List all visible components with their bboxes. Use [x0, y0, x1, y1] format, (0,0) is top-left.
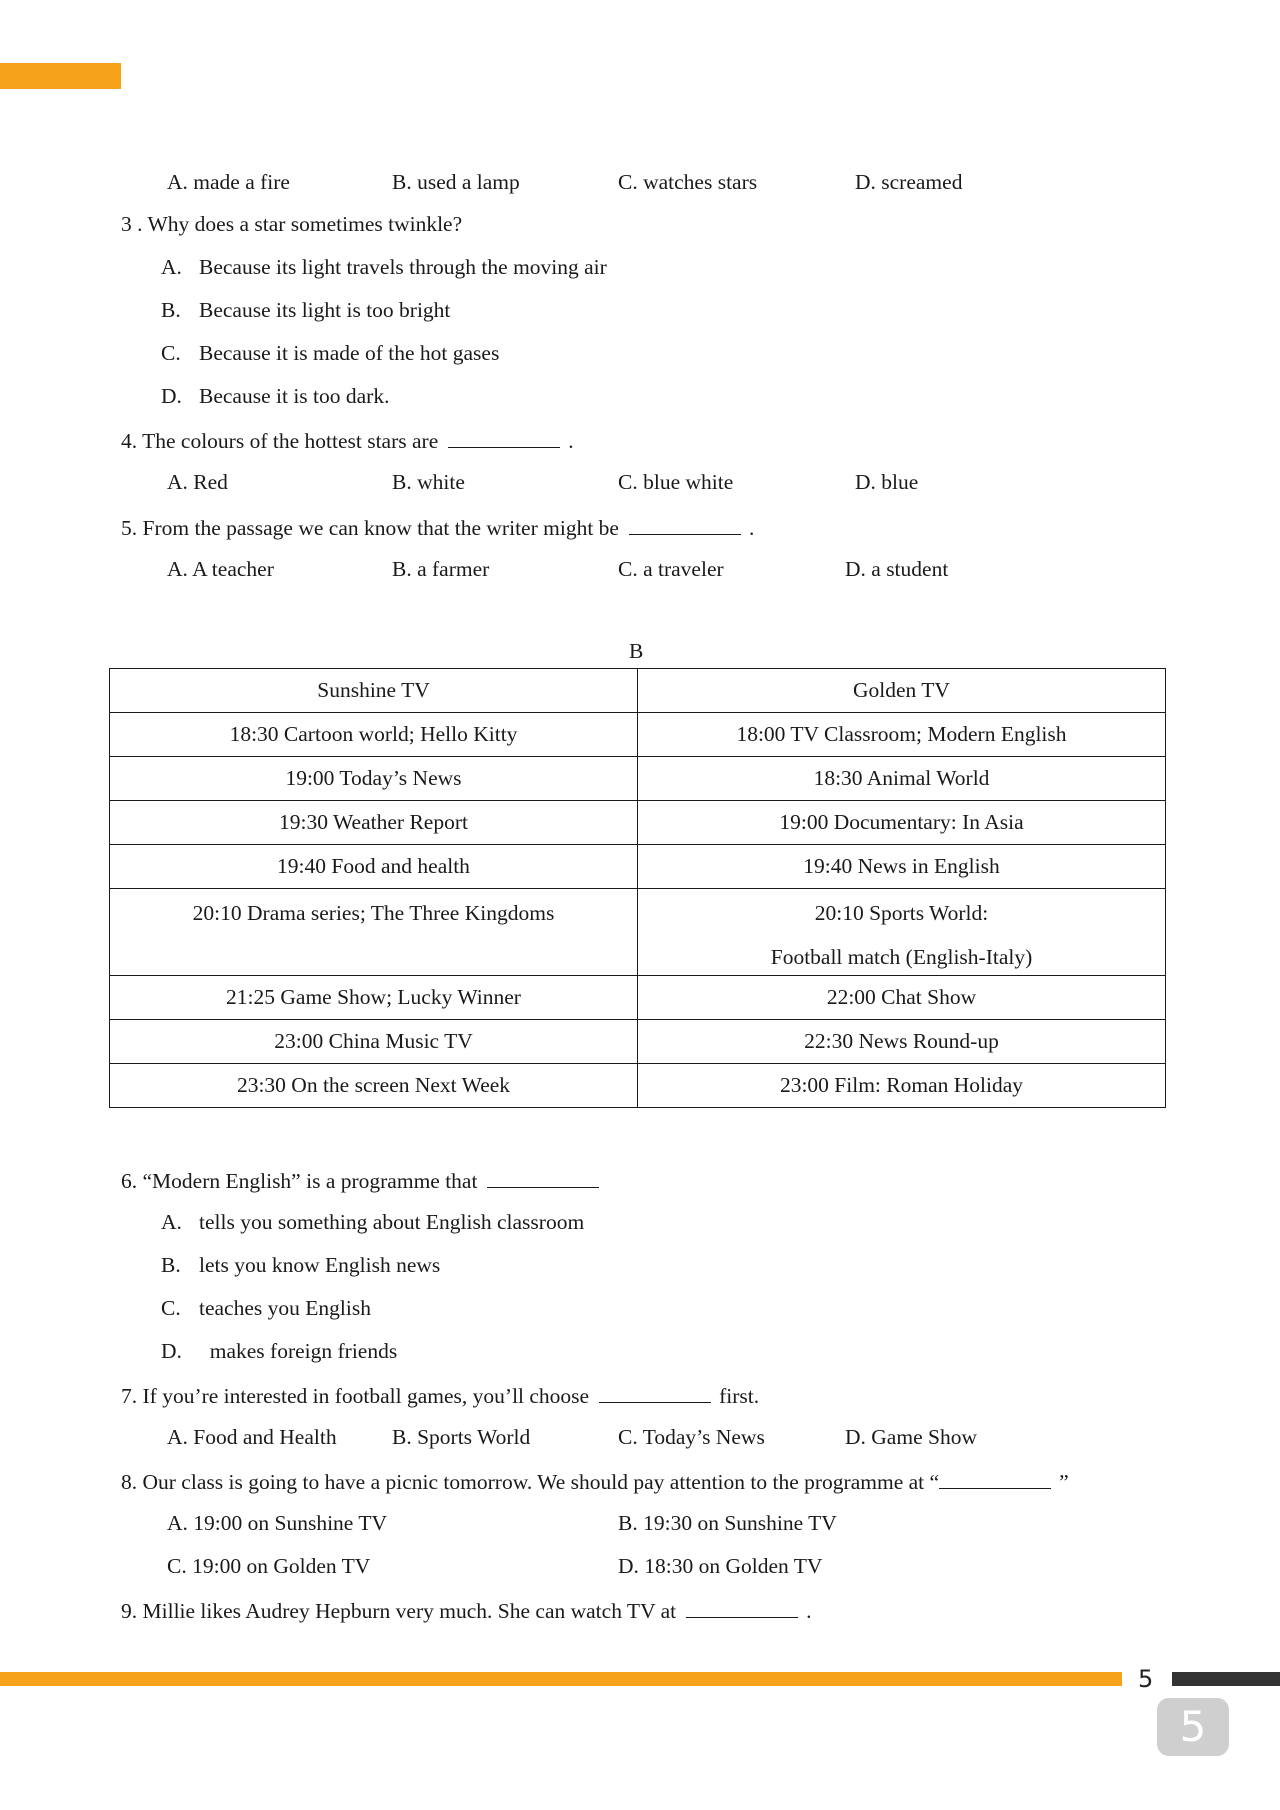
table-row [110, 889, 1166, 976]
q4-option-a: A. Red [167, 470, 228, 494]
q3-option-d: D. Because it is too dark. [161, 384, 390, 408]
q8-answer-blank[interactable] [939, 1470, 1051, 1489]
q4-answer-blank[interactable] [448, 429, 560, 448]
q6-option-b: B. lets you know English news [161, 1253, 441, 1277]
table-row [110, 976, 1166, 1020]
q7-option-c: C. Today’s News [618, 1425, 765, 1449]
table-row [110, 1064, 1166, 1108]
q5-answer-blank[interactable] [629, 516, 741, 535]
q6-option-a: A. tells you something about English classroom [161, 1210, 585, 1234]
q8-option-b: B. 19:30 on Sunshine TV [618, 1511, 837, 1535]
q5-option-b: B. a farmer [392, 557, 490, 581]
table-cell: 20:10 Drama series; The Three Kingdoms [110, 889, 638, 976]
q6-stem: 6. “Modern English” is a programme that [121, 1169, 607, 1193]
q5-option-d: D. a student [845, 557, 949, 581]
q8-option-a: A. 19:00 on Sunshine TV [167, 1511, 387, 1535]
q9-answer-blank[interactable] [686, 1599, 798, 1618]
table-cell: 19:30 Weather Report [110, 801, 638, 845]
header-sunshine-tv: Sunshine TV [110, 669, 638, 713]
bottom-dark-bar [1172, 1672, 1280, 1686]
table-row [110, 713, 1166, 757]
q5-option-a: A. A teacher [167, 557, 274, 581]
q4-option-d: D. blue [855, 470, 919, 494]
page-number: 5 [1138, 1665, 1154, 1693]
q9-stem: 9. Millie likes Audrey Hepburn very much. She can watch TV at . [121, 1599, 812, 1623]
bottom-accent-bar [0, 1672, 1122, 1686]
table-cell: 22:30 News Round-up [638, 1020, 1166, 1064]
table-cell: 23:00 China Music TV [110, 1020, 638, 1064]
table-cell: 23:00 Film: Roman Holiday [638, 1064, 1166, 1108]
q3-option-c: C. Because it is made of the hot gases [161, 341, 500, 365]
table-cell: 18:30 Cartoon world; Hello Kitty [110, 713, 638, 757]
q7-option-d: D. Game Show [845, 1425, 977, 1449]
table-cell: 18:00 TV Classroom; Modern English [638, 713, 1166, 757]
q2-option-c: C. watches stars [618, 170, 758, 194]
q3-option-b: B. Because its light is too bright [161, 298, 451, 322]
table-row [110, 801, 1166, 845]
q5-stem: 5. From the passage we can know that the writer might be . [121, 516, 755, 540]
table-cell: 18:30 Animal World [638, 757, 1166, 801]
table-cell: 20:10 Sports World: Football match (English-Italy) [638, 889, 1166, 976]
q3-stem: 3 . Why does a star sometimes twinkle? [121, 212, 463, 236]
header-golden-tv: Golden TV [638, 669, 1166, 713]
q7-option-a: A. Food and Health [167, 1425, 337, 1449]
table-cell: 19:00 Today’s News [110, 757, 638, 801]
q8-option-d: D. 18:30 on Golden TV [618, 1554, 823, 1578]
q7-stem: 7. If you’re interested in football games, you’ll choose first. [121, 1384, 760, 1408]
q3-option-a: A. Because its light travels through the moving air [161, 255, 607, 279]
q7-answer-blank[interactable] [599, 1384, 711, 1403]
q4-option-b: B. white [392, 470, 465, 494]
table-cell: 23:30 On the screen Next Week [110, 1064, 638, 1108]
table-row [110, 757, 1166, 801]
table-cell: 21:25 Game Show; Lucky Winner [110, 976, 638, 1020]
table-row [110, 1020, 1166, 1064]
q4-stem: 4. The colours of the hottest stars are . [121, 429, 574, 453]
q6-answer-blank[interactable] [487, 1169, 599, 1188]
table-cell: 19:00 Documentary: In Asia [638, 801, 1166, 845]
q5-option-c: C. a traveler [618, 557, 724, 581]
q8-option-c: C. 19:00 on Golden TV [167, 1554, 371, 1578]
q7-option-b: B. Sports World [392, 1425, 531, 1449]
q2-option-a: A. made a fire [167, 170, 290, 194]
table-row [110, 845, 1166, 889]
q6-option-d: D. makes foreign friends [161, 1339, 398, 1363]
top-accent-bar [0, 63, 121, 89]
table-cell: 19:40 Food and health [110, 845, 638, 889]
page-badge[interactable]: 5 [1157, 1698, 1229, 1756]
q8-stem: 8. Our class is going to have a picnic tomorrow. We should pay attention to the programme at “ ” [121, 1470, 1069, 1494]
section-label: B [629, 639, 644, 663]
table-cell: 22:00 Chat Show [638, 976, 1166, 1020]
tv-schedule-table [109, 668, 1166, 1108]
table-cell: 19:40 News in English [638, 845, 1166, 889]
table-header-row [110, 669, 1166, 713]
q2-option-b: B. used a lamp [392, 170, 520, 194]
q4-option-c: C. blue white [618, 470, 734, 494]
q6-option-c: C. teaches you English [161, 1296, 371, 1320]
q2-option-d: D. screamed [855, 170, 963, 194]
